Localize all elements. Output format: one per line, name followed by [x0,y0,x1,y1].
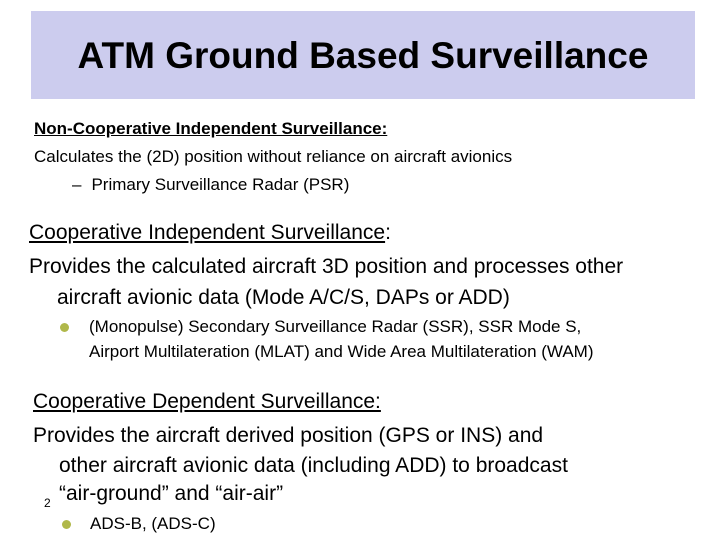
bullet-icon [62,520,71,529]
section3-description-line1: Provides the aircraft derived position (GPS or INS) and [33,424,544,447]
section2-description-line2: aircraft avionic data (Mode A/C/S, DAPs or ADD) [57,286,510,309]
section3-heading: Cooperative Dependent Surveillance: [33,390,381,413]
slide-title: ATM Ground Based Surveillance [77,34,649,76]
section2-heading-text: Cooperative Independent Surveillance [29,221,386,244]
section1-item-text: Primary Surveillance Radar (PSR) [91,175,350,194]
bullet-icon [60,323,69,332]
page-number: 2 [44,496,51,510]
section2-bullet-line1: (Monopulse) Secondary Surveillance Radar (SSR), SSR Mode S, [89,317,582,336]
section1-item [72,176,349,193]
section1-description: Calculates the (2D) position without reliance on aircraft avionics [34,147,513,166]
section1-heading: Non-Cooperative Independent Surveillance: [34,119,388,138]
title-banner [31,11,695,99]
section2-heading [29,222,391,243]
section3-description-line2: other aircraft avionic data (including ADD) to broadcast [59,454,568,477]
dash-marker: – [72,175,82,194]
section3-description-line3: “air-ground” and “air-air” [59,482,284,505]
section2-bullet-line2: Airport Multilateration (MLAT) and Wide Area Multilateration (WAM) [89,342,594,361]
section3-bullet: ADS-B, (ADS-C) [90,514,216,533]
section2-heading-colon: : [385,221,391,244]
section2-description-line1: Provides the calculated aircraft 3D position and processes other [29,255,624,278]
